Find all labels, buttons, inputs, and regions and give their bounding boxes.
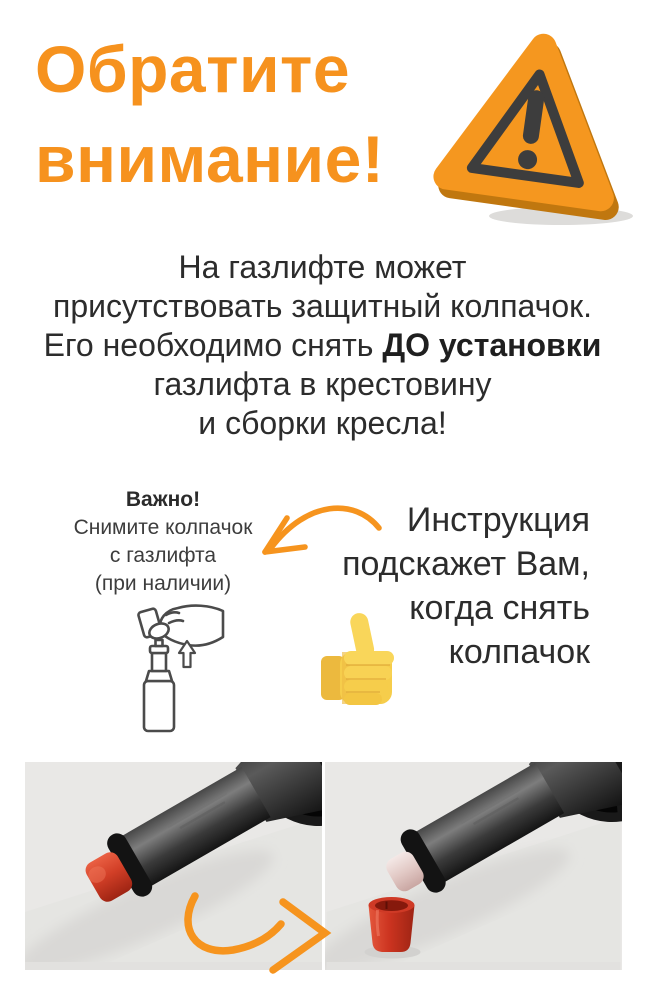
instruction-line: подскажет Вам, [342,545,590,583]
photo-gaslift-with-cap [25,762,322,970]
important-note-line: Снимите колпачок [73,516,253,539]
notice-line: присутствовать защитный колпачок. [52,288,592,324]
instruction-line: Инструкция [406,501,590,539]
red-cap-on-floor [365,897,421,959]
important-note [48,486,278,598]
instruction-line: колпачок [448,633,590,671]
warning-triangle-icon [433,16,635,228]
notice-line: и сборки кресла! [198,405,447,441]
thumbs-up-icon [320,610,410,708]
page-title-line2: внимание! [35,122,385,196]
important-note-line: с газлифта [109,544,217,567]
notice-text [0,248,645,443]
important-note-line: (при наличии) [94,572,232,595]
photo-gaslift-cap-removed [325,762,622,970]
instruction-line: когда снять [409,589,590,627]
cap-removal-illustration [108,601,228,735]
notice-line: На газлифте может [178,249,467,285]
notice-line: газлифта в крестовину [153,366,492,402]
cap-removal-svg [108,601,228,736]
photo-gaslift-with-cap-svg [25,762,322,970]
notice-line3-bold: ДО установки [382,327,602,363]
photo-gaslift-cap-removed-svg [325,762,622,970]
notice-line3-prefix: Его необходимо снять [43,327,374,363]
page-title [35,24,384,204]
thumbs-up-svg [320,610,410,710]
notice-line [0,326,645,365]
important-note-title: Важно! [125,488,201,511]
warning-triangle-svg [433,16,635,228]
photo-strip [25,762,623,970]
page-title-line1: Обратите [35,32,351,106]
